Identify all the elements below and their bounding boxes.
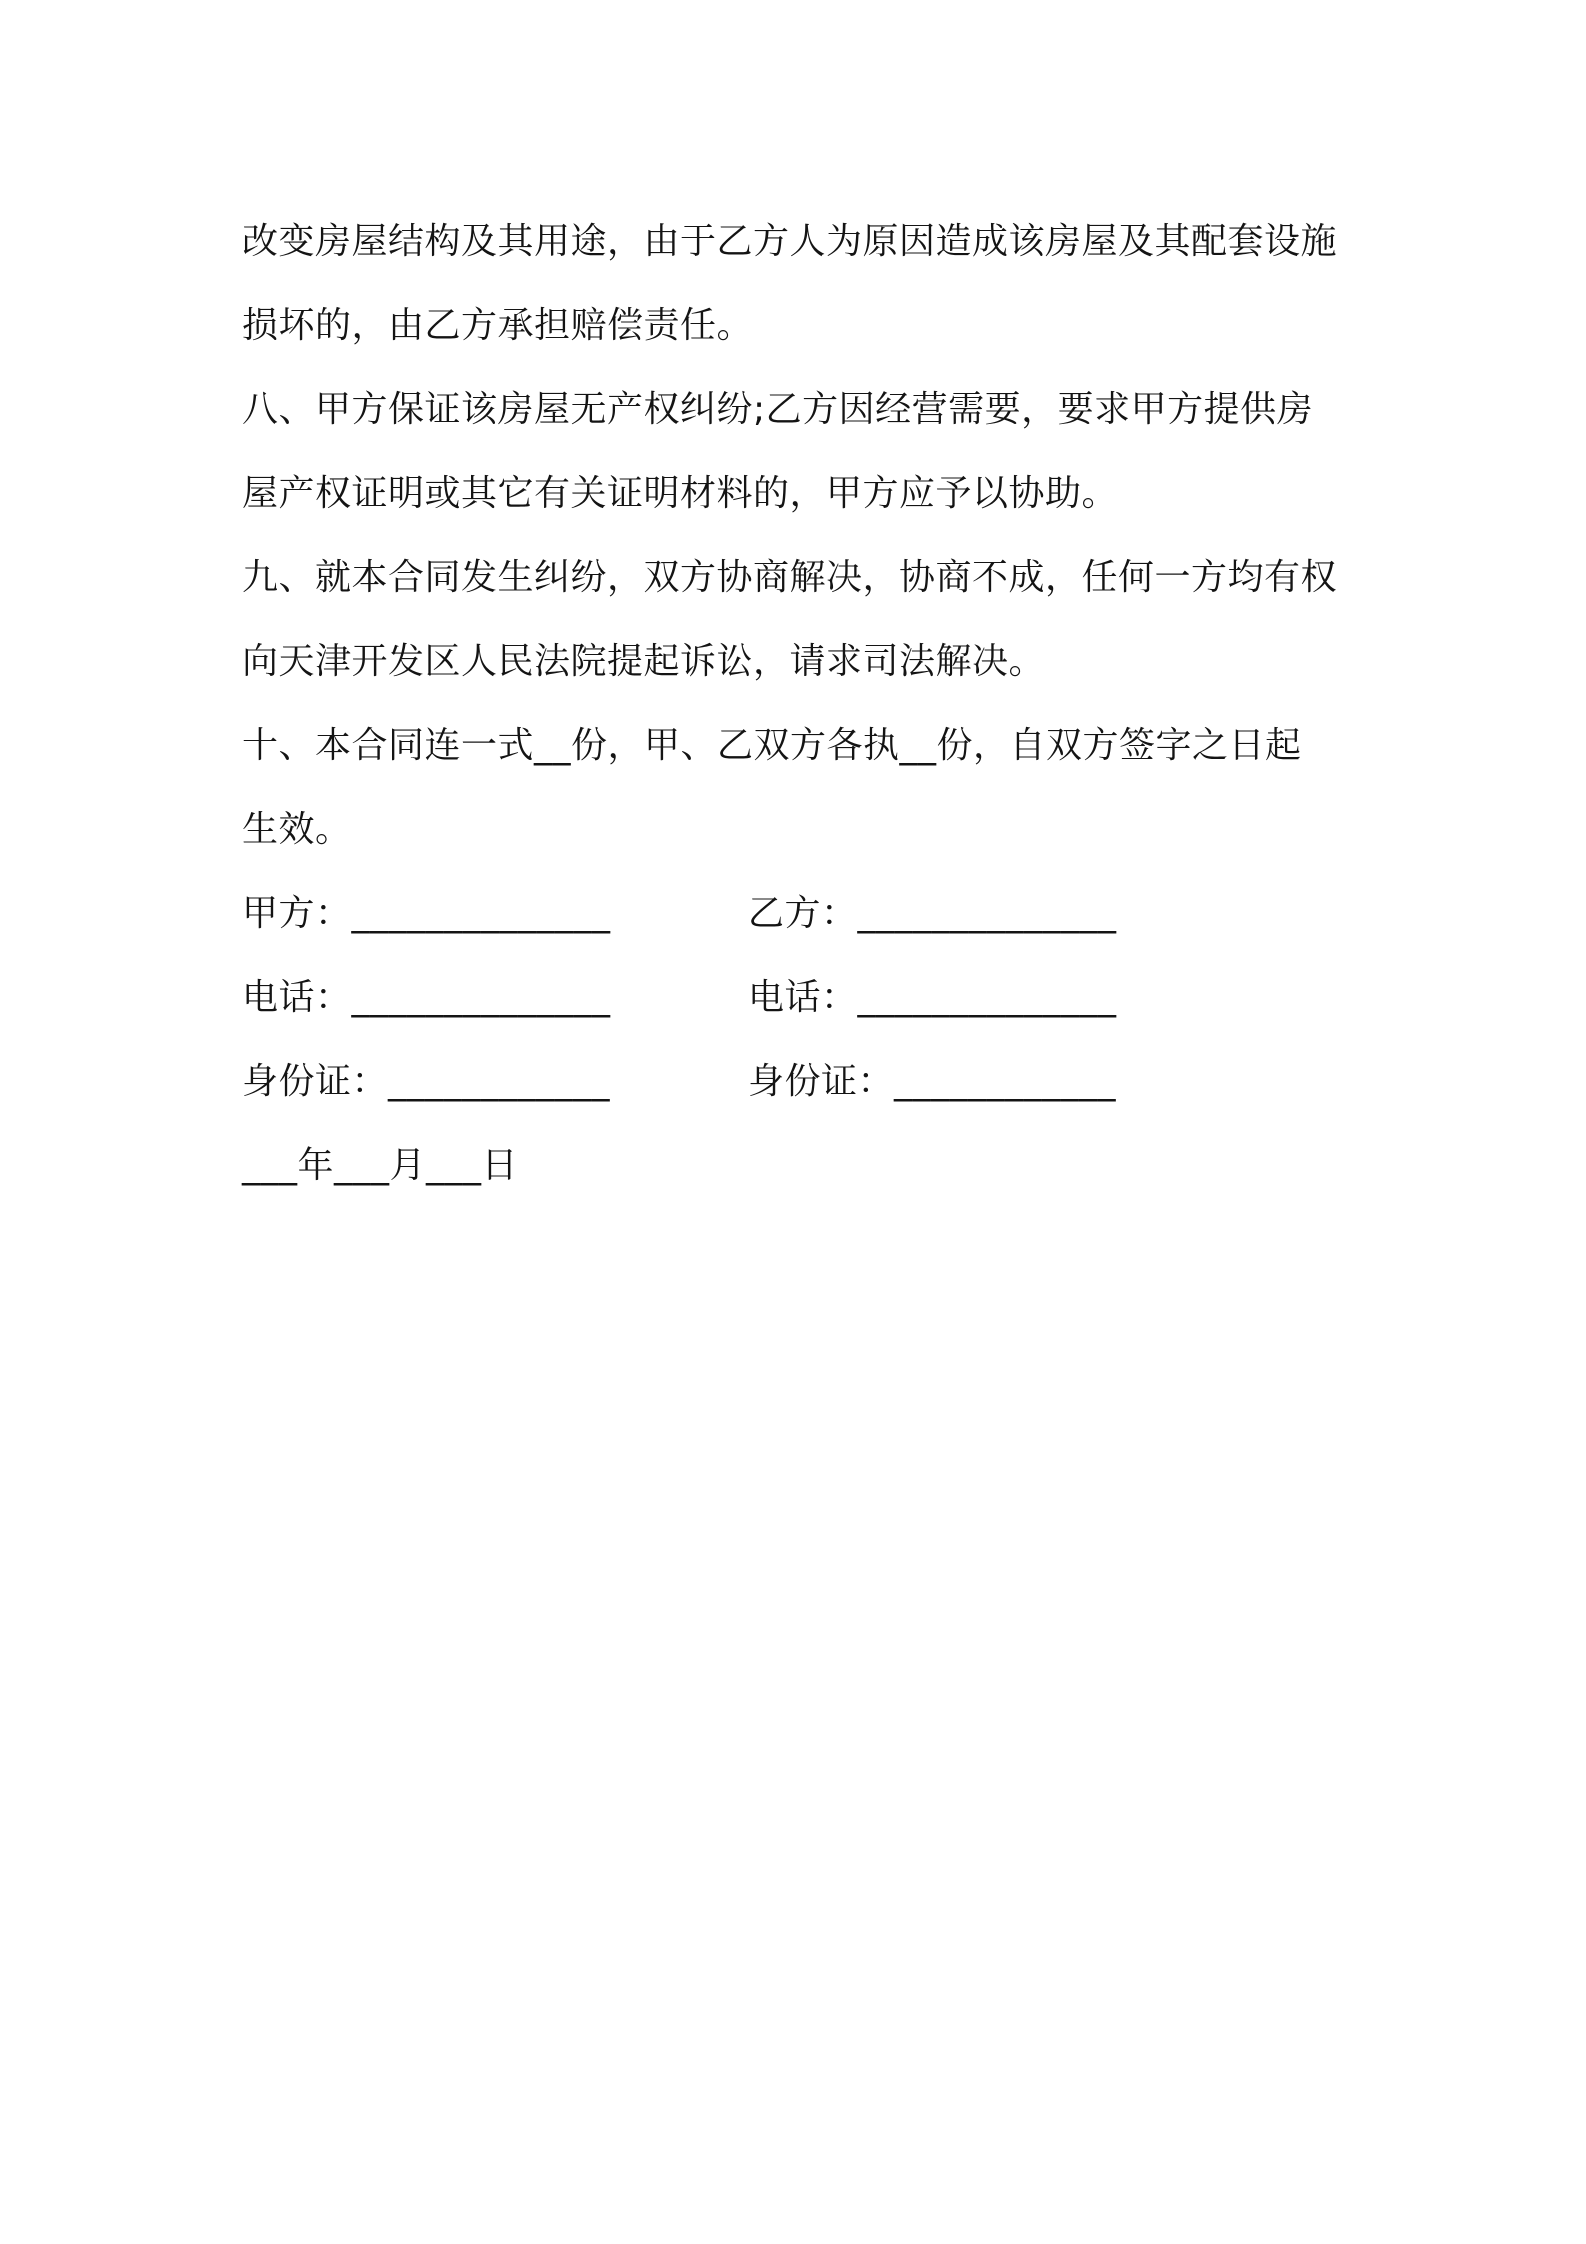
paragraph-line: 向天津开发区人民法院提起诉讼，请求司法解决。 (242, 641, 1046, 682)
party-b-field: 乙方：______________ (748, 893, 1117, 934)
date-line: ___年___月___日 (242, 1145, 519, 1186)
party-b-id-field: 身份证：____________ (748, 1061, 1117, 1102)
signature-row-phone (242, 956, 1362, 1040)
paragraph-line: 九、就本合同发生纠纷，双方协商解决，协商不成，任何一方均有权 (242, 557, 1338, 598)
paragraph-line: 八、甲方保证该房屋无产权纠纷;乙方因经营需要，要求甲方提供房 (242, 389, 1314, 430)
signature-row-id (242, 1040, 1362, 1124)
party-a-phone-field: 电话：______________ (242, 977, 611, 1018)
paragraph-line: 损坏的，由乙方承担赔偿责任。 (242, 305, 754, 346)
paragraph-line: 改变房屋结构及其用途，由于乙方人为原因造成该房屋及其配套设施 (242, 221, 1338, 262)
signature-row-party (242, 872, 1362, 956)
paragraph-line: 十、本合同连一式__份，甲、乙双方各执__份，自双方签字之日起 (242, 725, 1302, 766)
paragraph-line: 屋产权证明或其它有关证明材料的，甲方应予以协助。 (242, 473, 1119, 514)
party-b-phone-field: 电话：______________ (748, 977, 1117, 1018)
contract-body (242, 200, 1362, 1208)
party-a-id-field: 身份证：____________ (242, 1061, 611, 1102)
paragraph-line: 生效。 (242, 809, 352, 850)
party-a-field: 甲方：______________ (242, 893, 611, 934)
